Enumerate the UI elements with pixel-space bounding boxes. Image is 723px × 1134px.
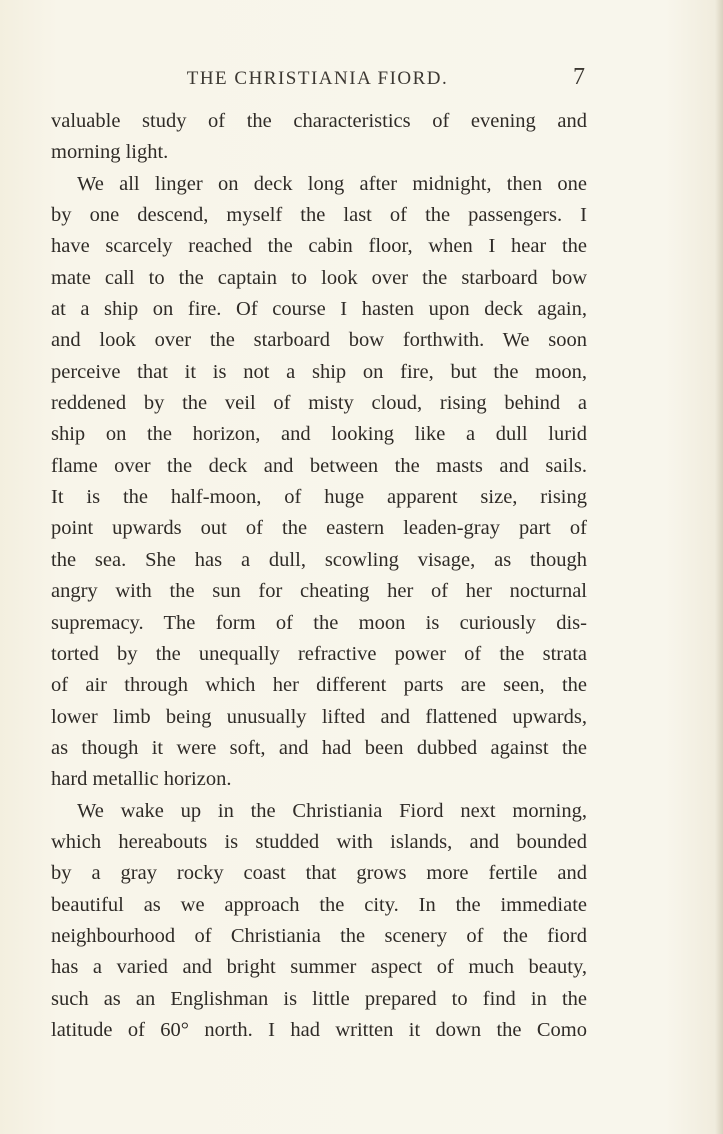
text-line: neighbourhood of Christiania the scenery of the fiord [51, 924, 587, 947]
text-line: reddened by the veil of misty cloud, rising behind a [51, 392, 587, 415]
text-line: of air through which her different parts are seen, the [51, 674, 587, 697]
text-line: perceive that it is not a ship on fire, but the moon, [51, 360, 587, 383]
paragraph-start-line: We wake up in the Christiania Fiord next morning, [77, 799, 587, 822]
body-text [51, 106, 587, 1046]
text-line: as though it were soft, and had been dubbed against the [51, 736, 587, 759]
text-line: supremacy. The form of the moon is curiously dis- [51, 611, 587, 634]
text-line: have scarcely reached the cabin floor, when I hear the [51, 235, 587, 258]
text-line: and look over the starboard bow forthwith. We soon [51, 329, 587, 352]
paragraph-start-line: We all linger on deck long after midnight, then one [77, 172, 587, 195]
text-line: morning light. [51, 141, 169, 164]
text-line: angry with the sun for cheating her of her nocturnal [51, 580, 587, 603]
page-number: 7 [573, 64, 585, 90]
text-line: hard metallic horizon. [51, 768, 232, 791]
text-line: ship on the horizon, and looking like a dull lurid [51, 423, 587, 446]
text-line: at a ship on fire. Of course I hasten upon deck again, [51, 298, 587, 321]
text-line: such as an Englishman is little prepared to find in the [51, 987, 587, 1010]
text-line: mate call to the captain to look over the starboard bow [51, 266, 587, 289]
text-line: valuable study of the characteristics of evening and [51, 110, 587, 132]
running-title: THE CHRISTIANIA FIORD. [186, 68, 449, 89]
text-line: by a gray rocky coast that grows more fertile and [51, 862, 587, 885]
text-line: has a varied and bright summer aspect of much beauty, [51, 956, 587, 979]
running-head [51, 64, 584, 94]
text-line: torted by the unequally refractive power of the strata [51, 642, 587, 665]
text-line: flame over the deck and between the masts and sails. [51, 454, 587, 477]
text-line: latitude of 60° north. I had written it down the Como [51, 1018, 587, 1041]
page-edge-shadow [715, 0, 723, 1134]
text-line: lower limb being unusually lifted and flattened upwards, [51, 705, 587, 728]
text-line: It is the half-moon, of huge apparent size, rising [51, 486, 587, 509]
text-line: by one descend, myself the last of the passengers. I [51, 204, 587, 227]
text-line: which hereabouts is studded with islands, and bounded [51, 830, 587, 853]
text-line: the sea. She has a dull, scowling visage, as though [51, 548, 587, 571]
text-line: point upwards out of the eastern leaden-gray part of [51, 517, 587, 540]
text-line: beautiful as we approach the city. In the immediate [51, 893, 587, 916]
